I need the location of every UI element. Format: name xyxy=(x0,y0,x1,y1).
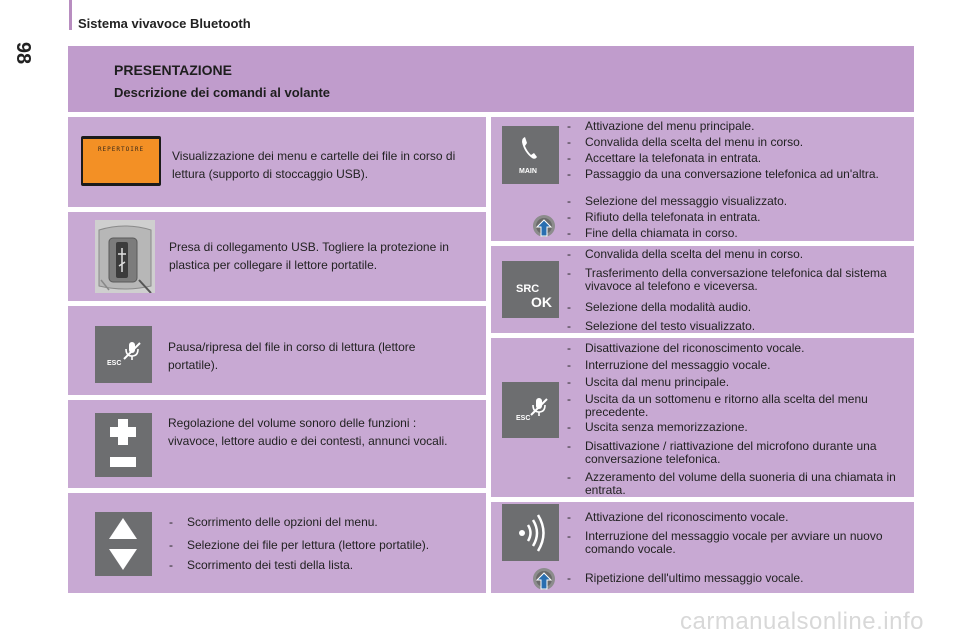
panel-scroll xyxy=(68,493,486,593)
esc-label: ESC xyxy=(107,360,122,367)
list-item: - Ripetizione dell'ultimo messaggio vocale. xyxy=(567,572,923,585)
panel-main xyxy=(491,117,914,241)
press-indicator-icon xyxy=(532,214,556,238)
list-item: - Convalida della scelta del menu in corso. xyxy=(567,248,923,261)
list-item: - Accettare la telefonata in entrata. xyxy=(567,152,923,165)
list-item: - Selezione del messaggio visualizzato. xyxy=(567,195,923,208)
esc-label: ESC xyxy=(516,415,531,422)
panel-volume xyxy=(68,400,486,488)
plus-minus-icon xyxy=(95,413,152,477)
list-item: - Uscita da un sottomenu e ritorno alla scelta del menu precedente. xyxy=(567,393,923,419)
list-item: - Attivazione del riconoscimento vocale. xyxy=(567,511,923,524)
mic-off-icon xyxy=(528,396,550,418)
usb-description: Presa di collegamento USB. Togliere la protezione in plastica per collegare il lettore portatile. xyxy=(169,240,449,272)
list-item: - Interruzione del messaggio vocale per avviare un nuovo comando vocale. xyxy=(567,530,903,556)
esc-button xyxy=(95,326,152,383)
list-item: - Selezione dei file per lettura (lettore portatile). xyxy=(169,539,487,552)
up-down-arrows-icon xyxy=(95,512,152,576)
mic-off-icon xyxy=(121,340,143,362)
list-item: - Disattivazione del riconoscimento vocale. xyxy=(567,342,923,355)
repertoire-description: Visualizzazione dei menu e cartelle dei file in corso di lettura (supporto di stoccaggio USB). xyxy=(172,149,456,181)
list-item: - Scorrimento dei testi della lista. xyxy=(169,559,482,572)
main-button xyxy=(502,126,559,184)
repertoire-button xyxy=(81,136,161,186)
page-subtitle: Descrizione dei comandi al volante xyxy=(114,85,331,100)
ok-label: OK xyxy=(531,294,552,310)
list-item: - Uscita senza memorizzazione. xyxy=(567,421,923,434)
page-title: PRESENTAZIONE xyxy=(114,62,232,78)
esc-button-right xyxy=(502,382,559,438)
phone-icon xyxy=(516,134,542,162)
panel-repertoire xyxy=(68,117,486,207)
usb-socket-icon xyxy=(95,220,155,293)
list-item: - Selezione della modalità audio. xyxy=(567,301,923,314)
repertoire-label: REPERTOIRE xyxy=(97,146,145,153)
press-indicator-icon xyxy=(532,567,556,591)
usb-port-image xyxy=(95,220,155,293)
page-accent-bar xyxy=(69,0,72,30)
panel-voice xyxy=(491,502,914,593)
panel-esc xyxy=(491,338,914,497)
scroll-buttons xyxy=(95,512,152,576)
list-item: - Fine della chiamata in corso. xyxy=(567,227,923,240)
list-item: - Selezione del testo visualizzato. xyxy=(567,320,923,333)
intro-banner xyxy=(68,46,914,112)
list-item: - Interruzione del messaggio vocale. xyxy=(567,359,923,372)
pause-description: Pausa/ripresa del file in corso di lettura (lettore portatile). xyxy=(168,340,416,372)
list-item: - Disattivazione / riattivazione del microfono durante una conversazione telefonica. xyxy=(567,440,903,466)
list-item: - Rifiuto della telefonata in entrata. xyxy=(567,211,923,224)
list-item: - Attivazione del menu principale. xyxy=(567,120,923,133)
list-item: - Scorrimento delle opzioni del menu. xyxy=(169,516,482,529)
list-item: - Trasferimento della conversazione telefonica dal sistema vivavoce al telefono e viceversa. xyxy=(567,267,903,293)
section-header: Sistema vivavoce Bluetooth xyxy=(78,16,251,31)
watermark: carmanualsonline.info xyxy=(680,608,924,635)
list-item: - Passaggio da una conversazione telefonica ad un'altra. xyxy=(567,168,903,181)
panel-pause xyxy=(68,306,486,395)
volume-description: Regolazione del volume sonoro delle funzioni : vivavoce, lettore audio e dei contesti, annunci vocali. xyxy=(168,416,448,448)
voice-button xyxy=(502,504,559,561)
panel-usb xyxy=(68,212,486,301)
list-item: - Uscita dal menu principale. xyxy=(567,376,923,389)
volume-button xyxy=(95,413,152,477)
panel-srcok xyxy=(491,246,914,333)
src-ok-button xyxy=(502,261,559,318)
list-item: - Azzeramento del volume della suoneria di una chiamata in entrata. xyxy=(567,471,903,497)
page-number: 98 xyxy=(12,41,34,65)
src-label: SRC xyxy=(516,283,540,295)
voice-recognition-icon xyxy=(502,504,559,561)
main-label: MAIN xyxy=(519,168,537,175)
list-item: - Convalida della scelta del menu in corso. xyxy=(567,136,923,149)
